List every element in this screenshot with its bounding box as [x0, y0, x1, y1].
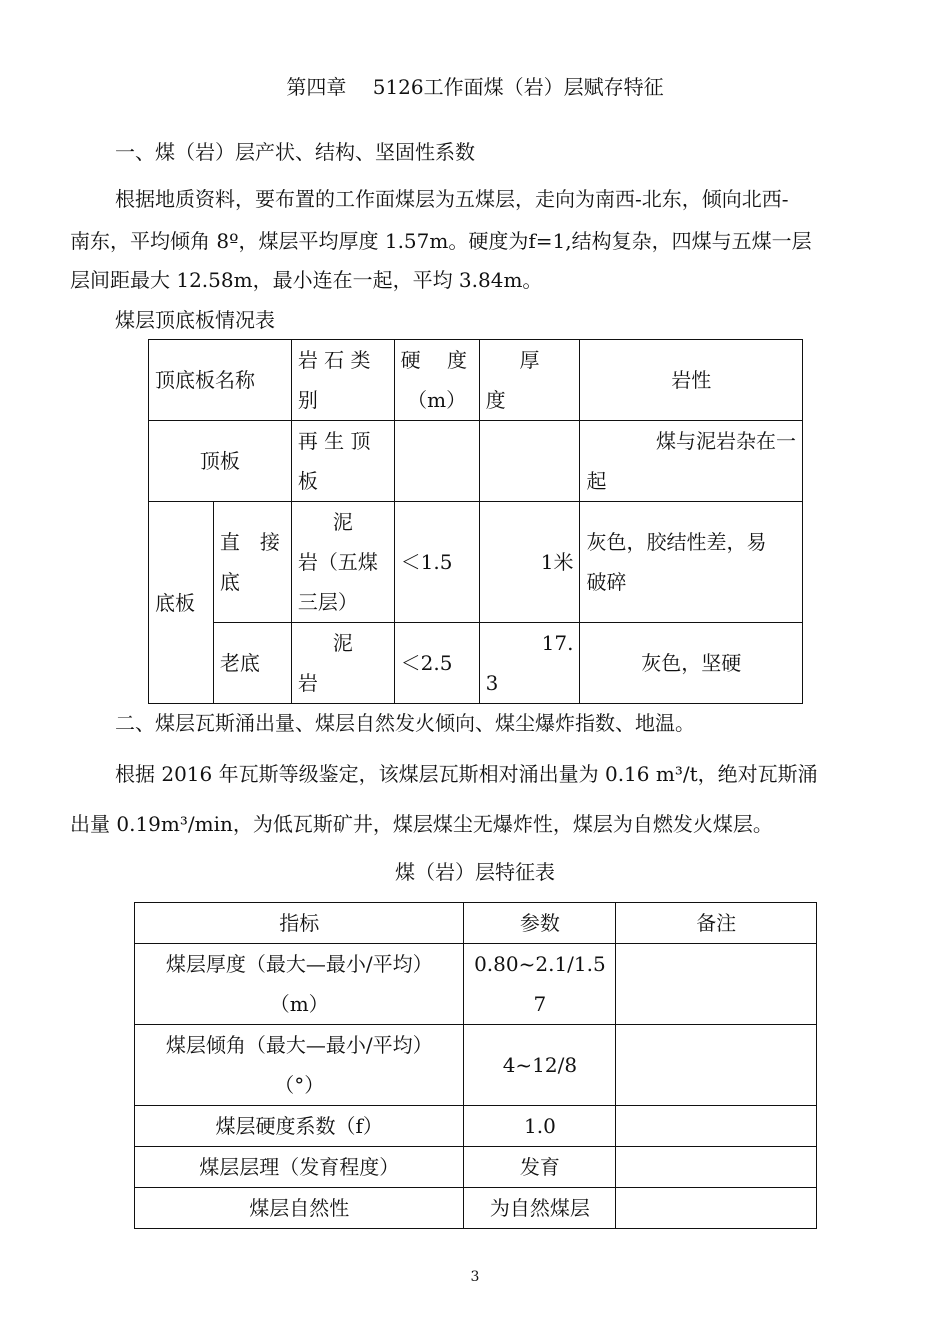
direct-type-b: 岩（五煤: [297, 550, 378, 574]
row1-param-a: 0.80~2.1/1.5: [474, 952, 606, 976]
row2-param: 4~12/8: [502, 1053, 578, 1077]
table-row: [135, 1147, 817, 1188]
table-row-old-floor: [149, 623, 803, 704]
header-type-b: 别: [297, 388, 318, 412]
header-hard-a: 硬 度: [400, 348, 468, 372]
row3-indicator: 煤层硬度系数（f）: [215, 1114, 383, 1138]
header-hard-b: （m）: [407, 388, 467, 412]
direct-label-a: 直 接: [219, 530, 280, 554]
section2-heading: 二、煤层瓦斯涌出量、煤层自然发火倾向、煤尘爆炸指数、地温。: [115, 711, 695, 735]
old-litho: 灰色，坚硬: [641, 651, 742, 675]
old-hardness: ＜2.5: [400, 651, 453, 675]
row1-param-b: 7: [533, 992, 547, 1016]
floor-label: 底板: [155, 590, 195, 615]
table-row-direct-floor: [149, 502, 803, 623]
direct-thickness: 1米: [540, 550, 574, 574]
header-thick-a: 厚: [519, 348, 540, 372]
roof-type-b: 板: [297, 469, 318, 493]
row2-indicator-a: 煤层倾角（最大—最小/平均）: [165, 1033, 433, 1057]
section2-para-line-2: 出量 0.19m³/min，为低瓦斯矿井，煤层煤尘无爆炸性，煤层为自燃发火煤层。: [70, 812, 773, 836]
section1-para-line-2: 南东，平均倾角 8º，煤层平均厚度 1.57m。硬度为f=1,结构复杂，四煤与五煤一层: [70, 229, 812, 253]
table2-title: 煤（岩）层特征表: [395, 860, 555, 884]
row2-indicator-b: （°）: [274, 1073, 325, 1097]
page-title: 第四章 5126工作面煤（岩）层赋存特征: [286, 75, 664, 99]
header-name: 顶底板名称: [155, 368, 255, 392]
roof-floor-table: [148, 339, 803, 704]
table1-title: 煤层顶底板情况表: [115, 308, 275, 332]
section1-para-line-1: 根据地质资料，要布置的工作面煤层为五煤层，走向为南西-北东，倾向北西-: [115, 187, 789, 211]
row4-indicator: 煤层层理（发育程度）: [199, 1155, 400, 1179]
roof-litho-b: 起: [586, 469, 607, 493]
row5-param: 为自然煤层: [489, 1196, 590, 1220]
header-thick-b: 度: [485, 388, 506, 412]
section2-para-line-1: 根据 2016 年瓦斯等级鉴定，该煤层瓦斯相对涌出量为 0.16 m³/t，绝对瓦斯涌: [115, 762, 818, 786]
roof-label: 顶板: [199, 449, 240, 473]
table-header-row: [149, 340, 803, 421]
row1-indicator-b: （m）: [269, 992, 329, 1016]
roof-litho-a: 煤与泥岩杂在一: [656, 429, 796, 453]
table-row: [135, 1106, 817, 1147]
direct-type-c: 三层）: [297, 590, 358, 614]
table-row-roof: [149, 421, 803, 502]
old-type-b: 岩: [297, 671, 318, 695]
header-type-a: 岩 石 类: [297, 348, 371, 372]
old-type-a: 泥: [332, 631, 353, 655]
table-row: [135, 944, 817, 1025]
old-label: 老底: [219, 651, 260, 675]
direct-label-b: 底: [219, 570, 240, 594]
page-number: 3: [470, 1269, 480, 1285]
direct-litho-a: 灰色，胶结性差，易: [586, 530, 767, 554]
direct-type-a: 泥: [332, 510, 353, 534]
old-thick-b: 3: [485, 671, 499, 695]
table-row: [135, 1188, 817, 1229]
header-litho: 岩性: [671, 368, 712, 392]
row4-param: 发育: [519, 1155, 560, 1179]
section1-heading: 一、煤（岩）层产状、结构、坚固性系数: [115, 140, 475, 164]
old-thick-a: 17.: [541, 631, 574, 655]
roof-type-a: 再 生 顶: [297, 429, 371, 453]
table2-header-row: [135, 903, 817, 944]
coal-feature-table: [134, 902, 817, 1229]
section1-para-line-3: 层间距最大 12.58m，最小连在一起，平均 3.84m。: [70, 268, 543, 292]
direct-hardness: ＜1.5: [400, 550, 453, 574]
header-parameter: 参数: [519, 911, 560, 935]
row1-indicator-a: 煤层厚度（最大—最小/平均）: [165, 952, 433, 976]
row5-indicator: 煤层自然性: [249, 1196, 350, 1220]
header-indicator: 指标: [279, 911, 320, 935]
header-note: 备注: [696, 911, 737, 935]
direct-litho-b: 破碎: [586, 570, 627, 594]
table-row: [135, 1025, 817, 1106]
row3-param: 1.0: [523, 1114, 556, 1138]
